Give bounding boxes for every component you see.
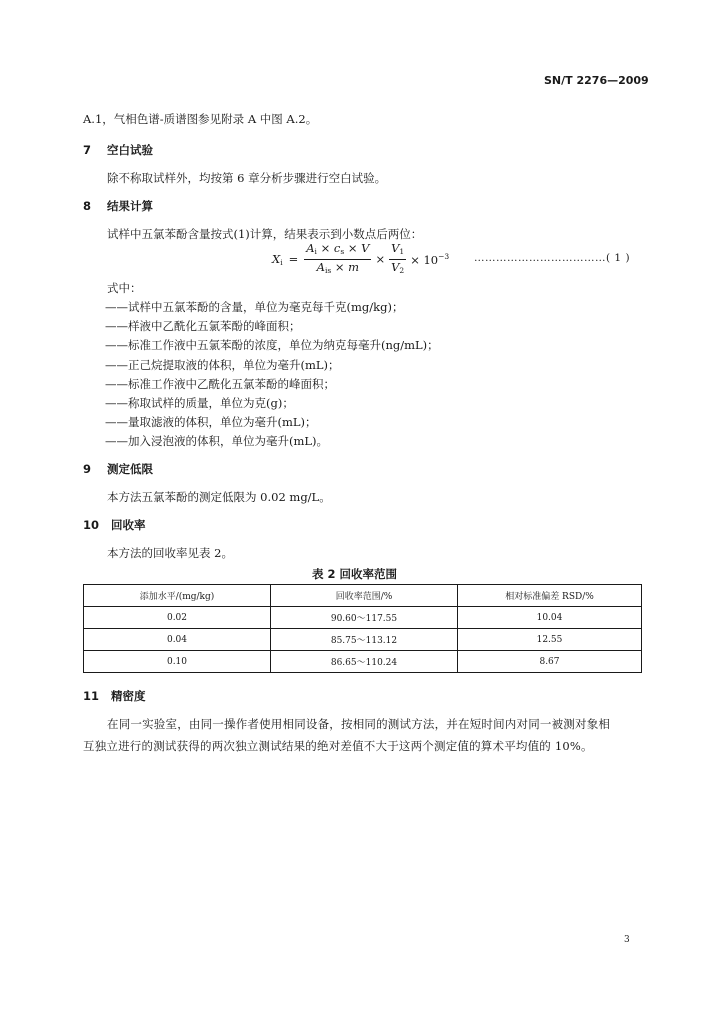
section-title: 测定低限 [107, 462, 154, 476]
section-title: 空白试验 [107, 143, 154, 157]
factor: × $10^{-3}$ [410, 251, 450, 267]
table-cell: 0.10 [84, 651, 271, 673]
table-caption: 表 2 回收率范围 [312, 567, 398, 581]
table-cell: 12.55 [458, 629, 642, 651]
table-header-row [84, 585, 642, 607]
section-number: 9 [83, 462, 92, 476]
table-cell: 10.04 [458, 607, 642, 629]
table-cell: 8.67 [458, 651, 642, 673]
section-9-body: 本方法五氯苯酚的测定低限为 0.02 mg/L。 [107, 490, 331, 504]
table-cell: 86.65～110.24 [271, 651, 458, 673]
section-title: 精密度 [111, 689, 146, 703]
variable-description: ——标准工作液中五氯苯酚的浓度，单位为纳克每毫升(ng/mL)； [105, 338, 439, 353]
section-title: 回收率 [111, 518, 146, 532]
section-number: 8 [83, 199, 92, 213]
section-number: 11 [83, 689, 100, 703]
recovery-table [83, 584, 642, 673]
fraction-main: $\frac{A_i \times c_s \times V}{A_{is} \times m}$ [306, 240, 370, 275]
table-header-cell: 添加水平/(mg/kg) [84, 585, 271, 607]
section-number: 10 [83, 518, 100, 532]
table-cell: 0.04 [84, 629, 271, 651]
section-9-heading [83, 461, 153, 477]
variable-description: ——标准工作液中乙酰化五氯苯酚的峰面积； [105, 376, 335, 391]
table-row [84, 607, 642, 629]
table-row [84, 651, 642, 673]
variable-description: ——试样中五氯苯酚的含量，单位为毫克每千克(mg/kg)； [105, 300, 404, 314]
section-7-heading [83, 142, 153, 158]
variable-description: ——称取试样的质量，单位为克(g)； [105, 396, 294, 410]
formula-intro: 试样中五氯苯酚含量按式(1)计算，结果表示到小数点后两位： [107, 227, 423, 241]
table-cell: 0.02 [84, 607, 271, 629]
continuation-line: A.1，气相色谱-质谱图参见附录 A 中图 A.2。 [83, 112, 318, 126]
section-title: 结果计算 [107, 199, 154, 213]
equation-number: ………………………………( 1 ) [474, 252, 631, 264]
where-label: 式中： [107, 281, 142, 295]
equals-sign: = [288, 252, 299, 266]
times-sign: × [375, 252, 386, 266]
section-11-body-line2: 互独立进行的测试获得的两次独立测试结果的绝对差值不大于这两个测定值的算术平均值的 10%。 [83, 739, 593, 753]
section-11-heading [83, 688, 146, 704]
variable-description: ——正己烷提取液的体积，单位为毫升(mL)； [105, 357, 340, 372]
table-row [84, 629, 642, 651]
formula [272, 240, 450, 275]
page-number: 3 [624, 935, 630, 945]
section-11-body-line1: 在同一实验室，由同一操作者使用相同设备，按相同的测试方法，并在短时间内对同一被测对象相 [107, 717, 611, 731]
section-10-heading [83, 517, 146, 533]
section-10-body: 本方法的回收率见表 2。 [107, 546, 233, 560]
variable-description: ——样液中乙酰化五氯苯酚的峰面积； [105, 319, 301, 334]
table-cell: 85.75～113.12 [271, 629, 458, 651]
table-cell: 90.60～117.55 [271, 607, 458, 629]
fraction-volume: $\frac{V_1}{V_2}$ [391, 240, 405, 275]
section-8-heading [83, 198, 153, 214]
section-7-body: 除不称取试样外，均按第 6 章分析步骤进行空白试验。 [107, 171, 387, 185]
formula-lhs: $X_i$ [272, 251, 283, 267]
section-number: 7 [83, 143, 92, 157]
standard-number: SN/T 2276—2009 [544, 74, 649, 87]
table-header-cell: 回收率范围/% [271, 585, 458, 607]
variable-description: ——加入浸泡液的体积，单位为毫升(mL)。 [105, 434, 329, 449]
variable-description: ——量取滤液的体积，单位为毫升(mL)； [105, 415, 317, 430]
table-header-cell: 相对标准偏差 RSD/% [458, 585, 642, 607]
